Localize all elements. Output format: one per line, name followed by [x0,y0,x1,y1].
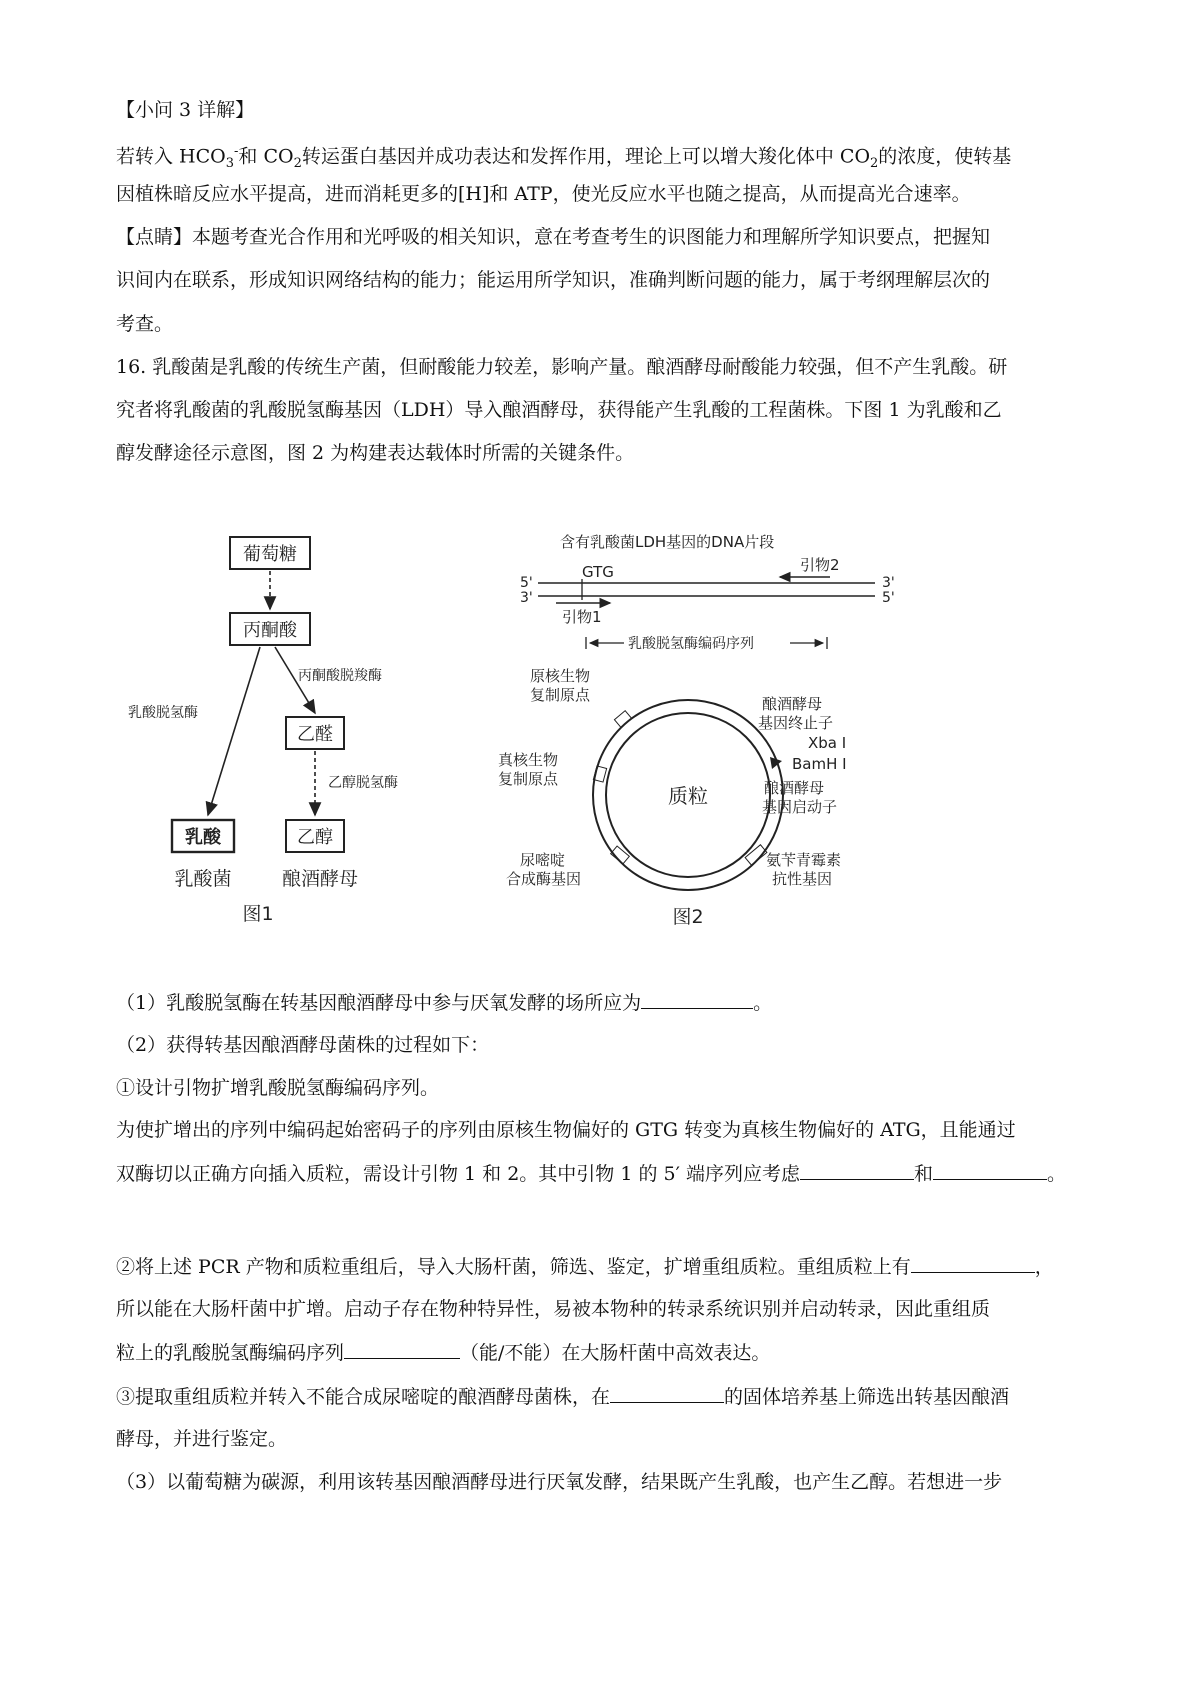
lactobacillus-label: 乳酸菌 [174,868,232,890]
comment-line-3: 考查。 [116,313,174,335]
ura-gene-label-1: 尿嘧啶 [520,851,566,869]
pyruvate-label: 丙酮酸 [243,620,297,641]
terminator-label-2: 基因终止子 [758,714,834,732]
figure-2-caption: 图2 [672,906,704,928]
adh-enzyme-label: 乙醇脱氢酶 [328,775,398,791]
answer-blank-1[interactable] [641,990,753,1009]
terminator-label-1: 酿酒酵母 [762,695,823,713]
ethanol-label: 乙醇 [297,827,333,848]
primer-1-label: 引物1 [562,608,602,626]
prokaryotic-ori-label-1: 原核生物 [530,667,591,685]
comment-line-2: 识间内在联系，形成知识网络结构的能力；能运用所学知识，准确判断问题的能力，属于考纲理解层次的 [116,269,991,291]
step-3-line-2: 酵母，并进行鉴定。 [116,1428,288,1450]
step-1-line-1: 为使扩增出的序列中编码起始密码子的序列由原核生物偏好的 GTG 转变为真核生物偏好的 ATG，且能通过 [116,1119,1016,1141]
q16-stem-line-3: 醇发酵途径示意图，图 2 为构建表达载体时所需的关键条件。 [116,442,635,464]
figure-1-pathway [120,525,450,945]
top-strand-3prime: 3' [882,575,895,591]
question-1: （1）乳酸脱氢酶在转基因酿酒酵母中参与厌氧发酵的场所应为 。 [116,992,773,1014]
glucose-label: 葡萄糖 [243,544,297,565]
q3-heading: 【小问 3 详解】 [116,99,255,121]
amp-gene-label-1: 氨苄青霉素 [766,851,842,869]
answer-blank-5[interactable] [344,1340,460,1359]
xba-site-label: Xba I [808,734,847,752]
lactate-label: 乳酸 [185,827,221,848]
amp-gene-label-2: 抗性基因 [772,870,833,888]
q3-answer-line-2: 因植株暗反应水平提高，进而消耗更多的[H]和 ATP，使光反应水平也随之提高，从而提高光合速率。 [116,183,971,205]
eukaryotic-ori-label-1: 真核生物 [498,751,559,769]
q3-answer-line-1: 若转入 $HCO_3^-$和 $CO_2$转运蛋白基因并成功表达和发挥作用，理论上可以增大羧化体中 $CO_2$的浓度，使转基 [116,144,1012,172]
bamh-site-label: BamH I [792,755,847,773]
yeast-label: 酿酒酵母 [281,868,359,890]
primer-2-label: 引物2 [800,556,840,574]
figure-2-vector [498,525,900,945]
bottom-strand-5prime: 5' [882,590,895,606]
step-2-line-2: 所以能在大肠杆菌中扩增。启动子存在物种特异性，易被本物种的转录系统识别并启动转录，因此重组质 [116,1298,991,1320]
q16-stem-line-1: 16. 乳酸菌是乳酸的传统生产菌，但耐酸能力较差，影响产量。酿酒酵母耐酸能力较强，但不产生乳酸。研 [116,356,1008,378]
question-3-line-1: （3）以葡萄糖为碳源，利用该转基因酿酒酵母进行厌氧发酵，结果既产生乳酸，也产生乙醇。若想进一步 [116,1471,1003,1493]
pdc-enzyme-label: 丙酮酸脱羧酶 [298,668,382,684]
dna-fragment-title: 含有乳酸菌LDH基因的DNA片段 [560,533,775,551]
question-2-intro: （2）获得转基因酿酒酵母菌株的过程如下： [116,1034,490,1056]
step-2-line-1: ②将上述 PCR 产物和质粒重组后，导入大肠杆菌，筛选、鉴定，扩增重组质粒。重组质粒上有 ， [116,1256,1054,1278]
coding-seq-label: 乳酸脱氢酶编码序列 [628,636,754,652]
figure-1-caption: 图1 [242,903,274,925]
answer-blank-2[interactable] [800,1161,914,1180]
comment-line-1: 【点睛】本题考查光合作用和光呼吸的相关知识，意在考查考生的识图能力和理解所学知识要点，把握知 [116,226,991,248]
plasmid-label: 质粒 [668,784,708,808]
ura-gene-label-2: 合成酶基因 [506,870,582,888]
step-1-title: ①设计引物扩增乳酸脱氢酶编码序列。 [116,1077,440,1099]
ldh-enzyme-label: 乳酸脱氢酶 [128,705,198,721]
step-2-line-3: 粒上的乳酸脱氢酶编码序列 （能/不能）在大肠杆菌中高效表达。 [116,1342,771,1364]
gtg-label: GTG [582,563,614,581]
step-1-line-2: 双酶切以正确方向插入质粒，需设计引物 1 和 2。其中引物 1 的 5′ 端序列应考虑 和 。 [116,1163,1066,1185]
answer-blank-6[interactable] [610,1384,724,1403]
bottom-strand-3prime: 3' [520,590,533,606]
promoter-label-1: 酿酒酵母 [764,779,825,797]
q16-stem-line-2: 究者将乳酸菌的乳酸脱氢酶基因（LDH）导入酿酒酵母，获得能产生乳酸的工程菌株。下图 1 为乳酸和乙 [116,399,1002,421]
answer-blank-4[interactable] [911,1254,1035,1273]
eukaryotic-ori-label-2: 复制原点 [498,770,559,788]
acetaldehyde-label: 乙醛 [297,724,333,745]
top-strand-5prime: 5' [520,575,533,591]
answer-blank-3[interactable] [933,1161,1047,1180]
pyruvate-to-lactate-arrow [208,647,260,815]
promoter-label-2: 基因启动子 [762,798,838,816]
prokaryotic-ori-label-2: 复制原点 [530,686,591,704]
step-3-line-1: ③提取重组质粒并转入不能合成尿嘧啶的酿酒酵母菌株，在 的固体培养基上筛选出转基因酿酒 [116,1386,1010,1408]
